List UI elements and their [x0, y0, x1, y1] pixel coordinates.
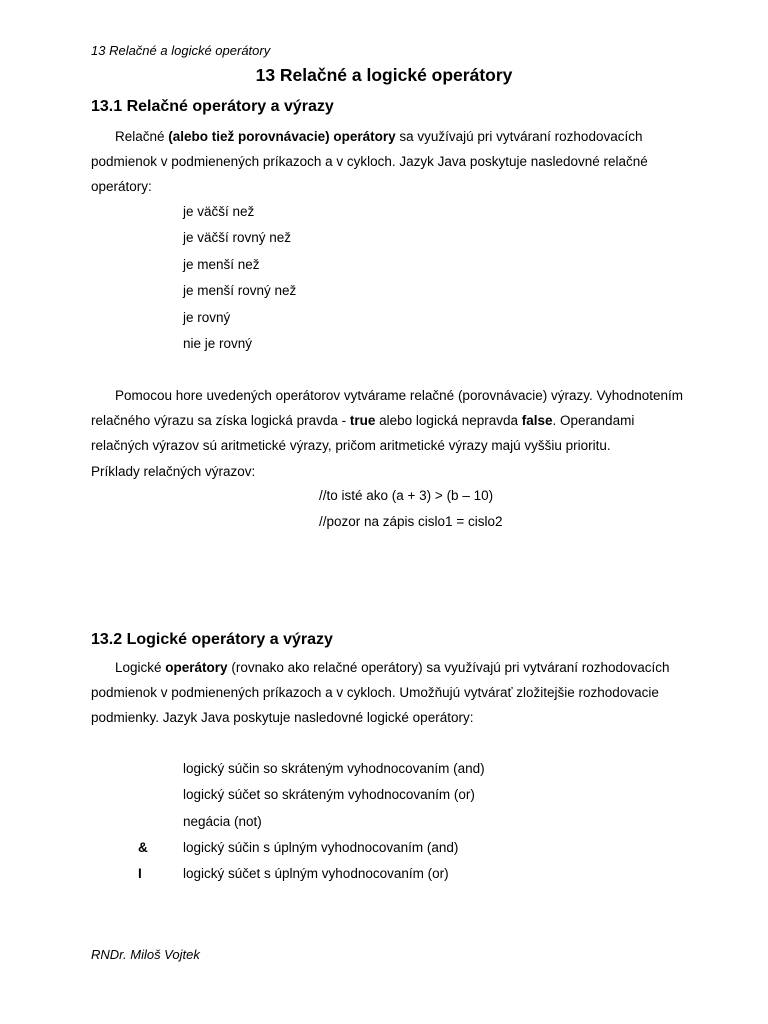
intro-bold: (alebo tiež porovnávacie) operátory — [168, 129, 396, 144]
relational-operator-item: je väčší rovný než — [183, 230, 292, 245]
explanation-text: Pomocou hore uvedených operátorov vytvárame relačné (porovnávacie) výrazy. Vyhodnotením relačného výrazu sa získa logická pravda - — [91, 388, 684, 429]
intro-text: (rovnako ako relačné operátory) sa využívajú pri vytváraní rozhodovacích podmienok v podmienených príkazoch a v cykloch. Umožňujú vytvárať zložitejšie rozhodovacie podmienky. Jazyk Java poskytuje nasledovné logické operátory: — [91, 660, 670, 726]
explanation-text: alebo logická nepravda — [375, 413, 522, 429]
relational-operator-item: je menší než — [183, 257, 260, 272]
document-title: 13 Relačné a logické operátory — [255, 65, 513, 85]
logical-operator-item: logický súčin s úplným vyhodnocovaním (and) — [183, 840, 459, 855]
running-footer-author: RNDr. Miloš Vojtek — [91, 947, 200, 962]
section-heading-relational: 13.1 Relačné operátory a výrazy — [91, 98, 334, 115]
relational-intro-paragraph — [91, 124, 691, 200]
relational-operator-item: je menší rovný než — [183, 283, 297, 298]
operator-symbol-bar: I — [138, 866, 142, 881]
explanation-text: . Operandami relačných výrazov sú aritmetické výrazy, pričom aritmetické výrazy majú vyššiu prioritu. — [91, 413, 635, 454]
section-heading-logical: 13.2 Logické operátory a výrazy — [91, 631, 333, 648]
true-keyword: true — [349, 413, 376, 429]
relational-operator-item: nie je rovný — [183, 336, 253, 351]
intro-text: sa využívajú pri vytváraní rozhodovacích podmienok v podmienených príkazoch a v cykloch. Jazyk Java poskytuje nasledovné relačné operátory: — [91, 129, 648, 195]
example-comment: //to isté ako (a + 3) > (b – 10) — [319, 488, 494, 503]
running-header: 13 Relačné a logické operátory — [91, 43, 271, 58]
intro-bold: operátory — [165, 660, 228, 675]
operator-symbol-ampersand: & — [138, 840, 148, 855]
examples-label: Príklady relačných výrazov: — [91, 464, 256, 479]
logical-operator-item: logický súčin so skráteným vyhodnocovaním (and) — [183, 761, 485, 776]
logical-operator-item: logický súčet so skráteným vyhodnocovaním (or) — [183, 787, 475, 802]
relational-operator-item: je rovný — [183, 310, 231, 325]
example-comment: //pozor na zápis cislo1 = cislo2 — [319, 514, 503, 529]
relational-operator-item: je väčší než — [183, 204, 255, 219]
intro-text: Relačné — [115, 129, 169, 144]
logical-operator-item: negácia (not) — [183, 814, 262, 829]
relational-explanation-paragraph — [91, 383, 691, 459]
false-keyword: false — [521, 413, 553, 429]
intro-text: Logické — [115, 660, 166, 675]
logical-intro-paragraph — [91, 655, 691, 731]
logical-operator-item: logický súčet s úplným vyhodnocovaním (or) — [183, 866, 449, 881]
